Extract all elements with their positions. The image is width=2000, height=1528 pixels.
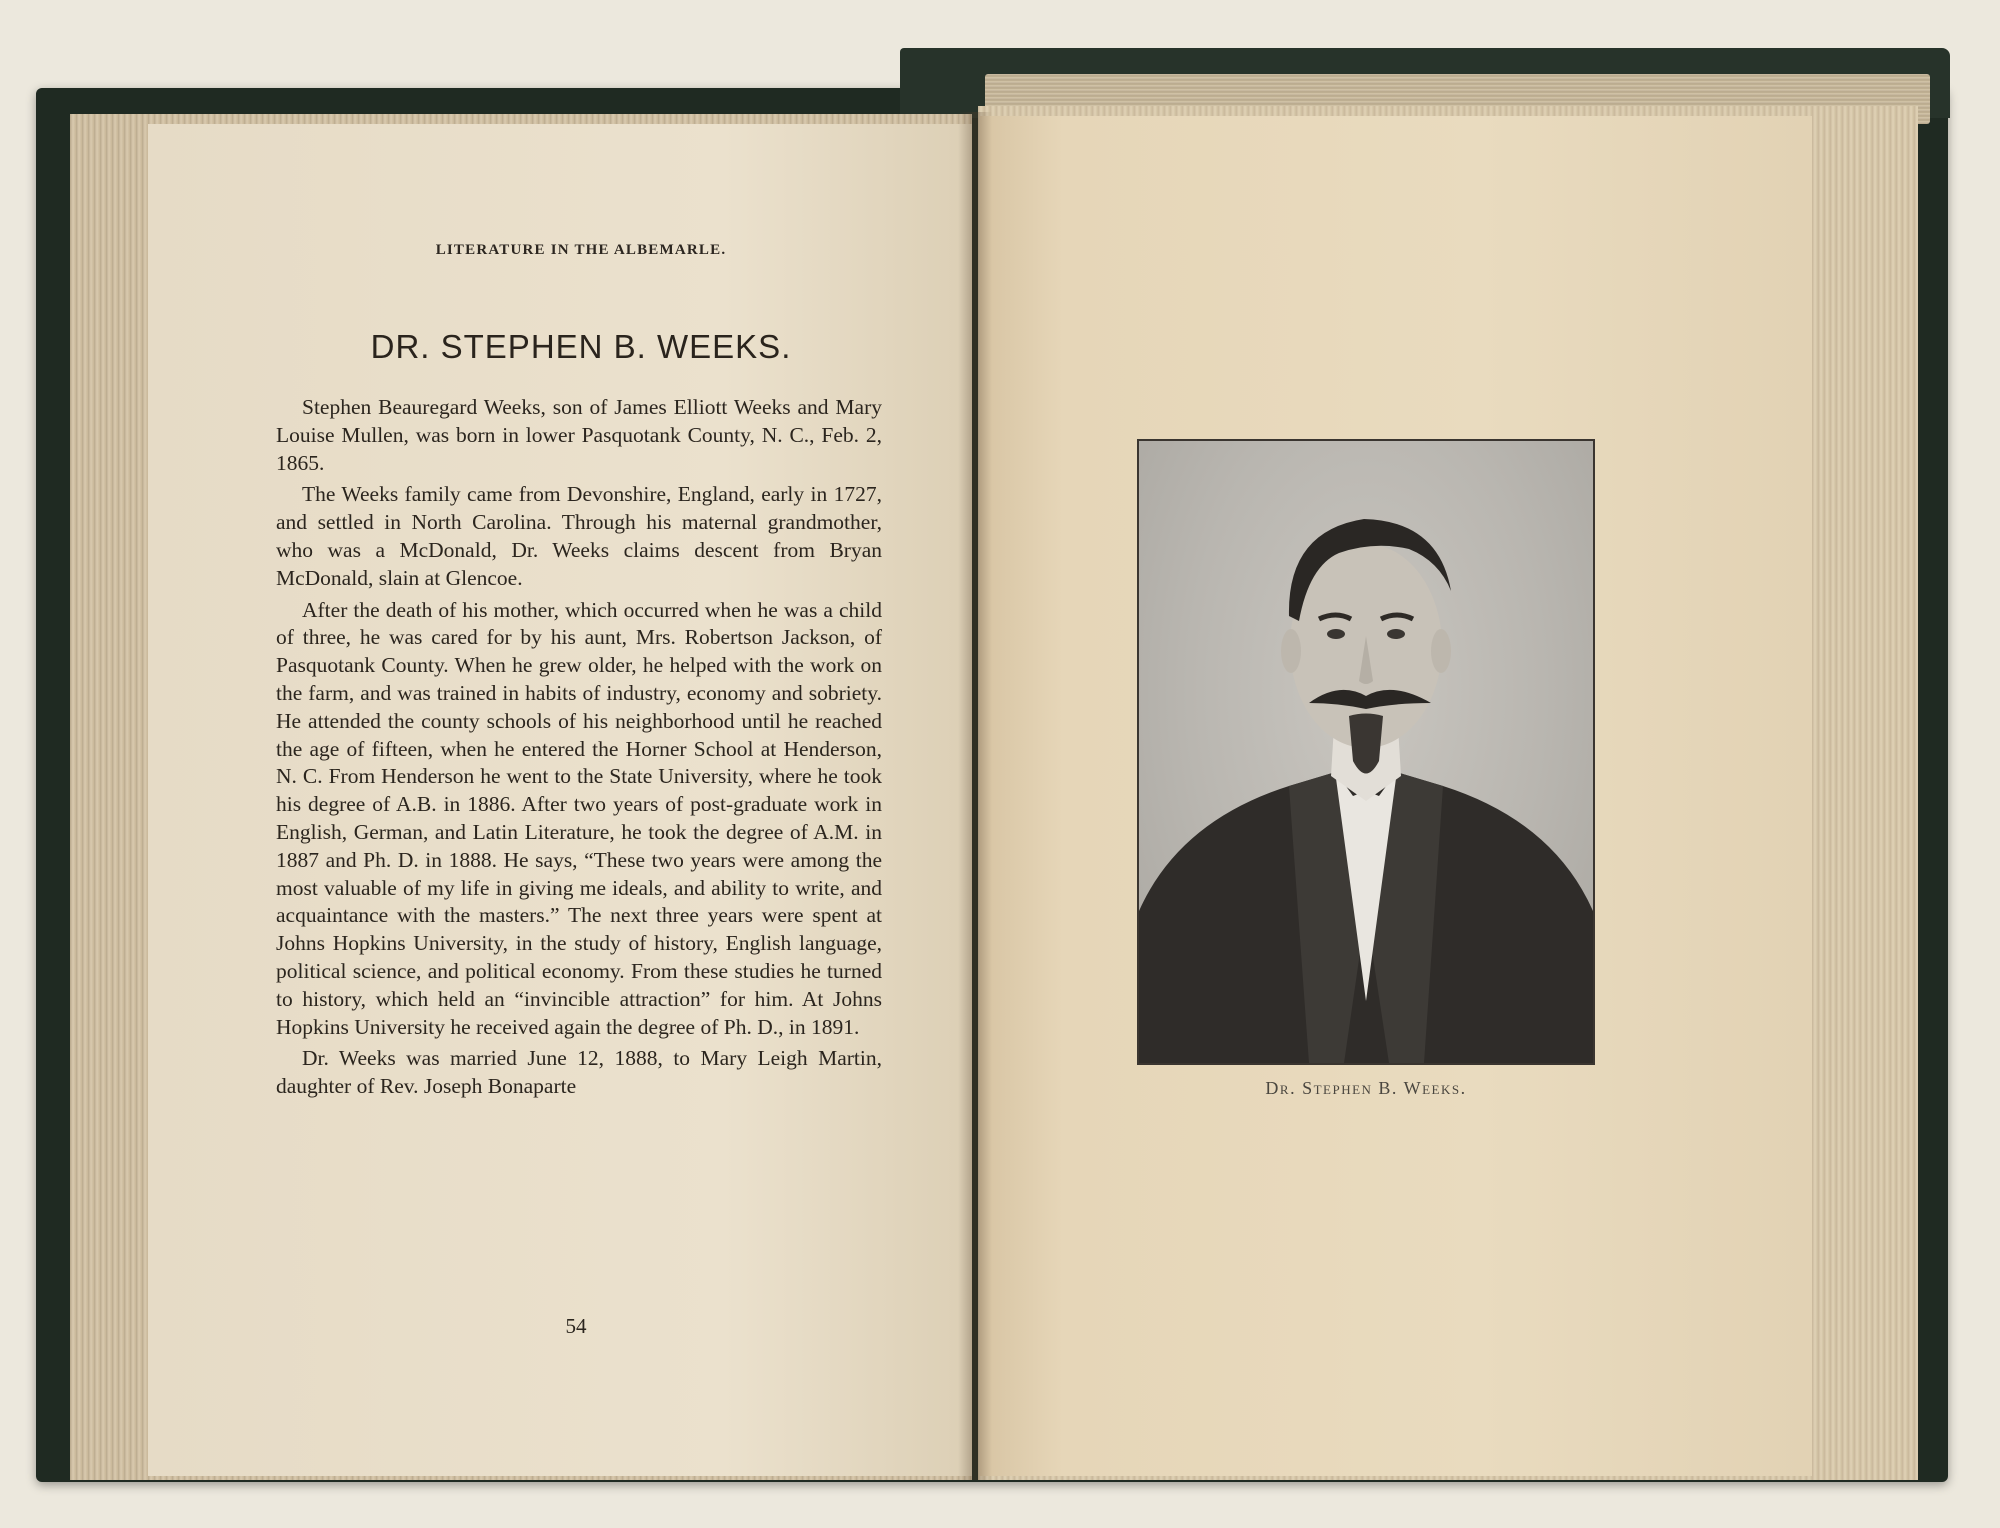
book-gutter bbox=[958, 112, 992, 1480]
body-text bbox=[276, 394, 882, 1105]
paragraph: Dr. Weeks was married June 12, 1888, to Mary Leigh Martin, daughter of Rev. Joseph Bonaparte bbox=[276, 1046, 882, 1099]
portrait-caption: Dr. Stephen B. Weeks. bbox=[1265, 1078, 1467, 1098]
paragraph: The Weeks family came from Devonshire, England, early in 1727, and settled in North Carolina. Through his maternal grandmother, who was a McDonald, Dr. Weeks claims descent from Bryan McDonald, slain at Glencoe. bbox=[276, 482, 882, 590]
paragraph: After the death of his mother, which occurred when he was a child of three, he was cared for by his aunt, Mrs. Robertson Jackson, of Pasquotank County. When he grew older, he helped with the work on the farm, and was trained in habits of industry, economy and sobriety. He attended the county schools of his neighborhood until he reached the age of fifteen, when he entered the Horner School at Henderson, N. C. From Henderson he went to the State University, where he took his degree of A.B. in 1886. After two years of post-graduate work in English, German, and Latin Literature, he took the degree of A.M. in 1887 and Ph. D. in 1888. He says, “These two years were among the most valuable of my life in giving me ideals, and ability to write, and acquaintance with the masters.” The next three years were spent at Johns Hopkins University, in the study of history, English language, political science, and political economy. From these studies he turned to history, which held an “invincible attraction” for him. At Johns Hopkins University he received again the degree of Ph. D., in 1891. bbox=[276, 597, 882, 1039]
chapter-title: DR. STEPHEN B. WEEKS. bbox=[370, 328, 792, 365]
page-number: 54 bbox=[565, 1314, 587, 1338]
portrait-illustration bbox=[1139, 441, 1593, 1063]
running-head: LITERATURE IN THE ALBEMARLE. bbox=[435, 242, 727, 258]
portrait-photo bbox=[1137, 439, 1595, 1065]
paragraph: Stephen Beauregard Weeks, son of James Elliott Weeks and Mary Louise Mullen, was born in lower Pasquotank County, N. C., Feb. 2, 1865. bbox=[276, 395, 882, 475]
